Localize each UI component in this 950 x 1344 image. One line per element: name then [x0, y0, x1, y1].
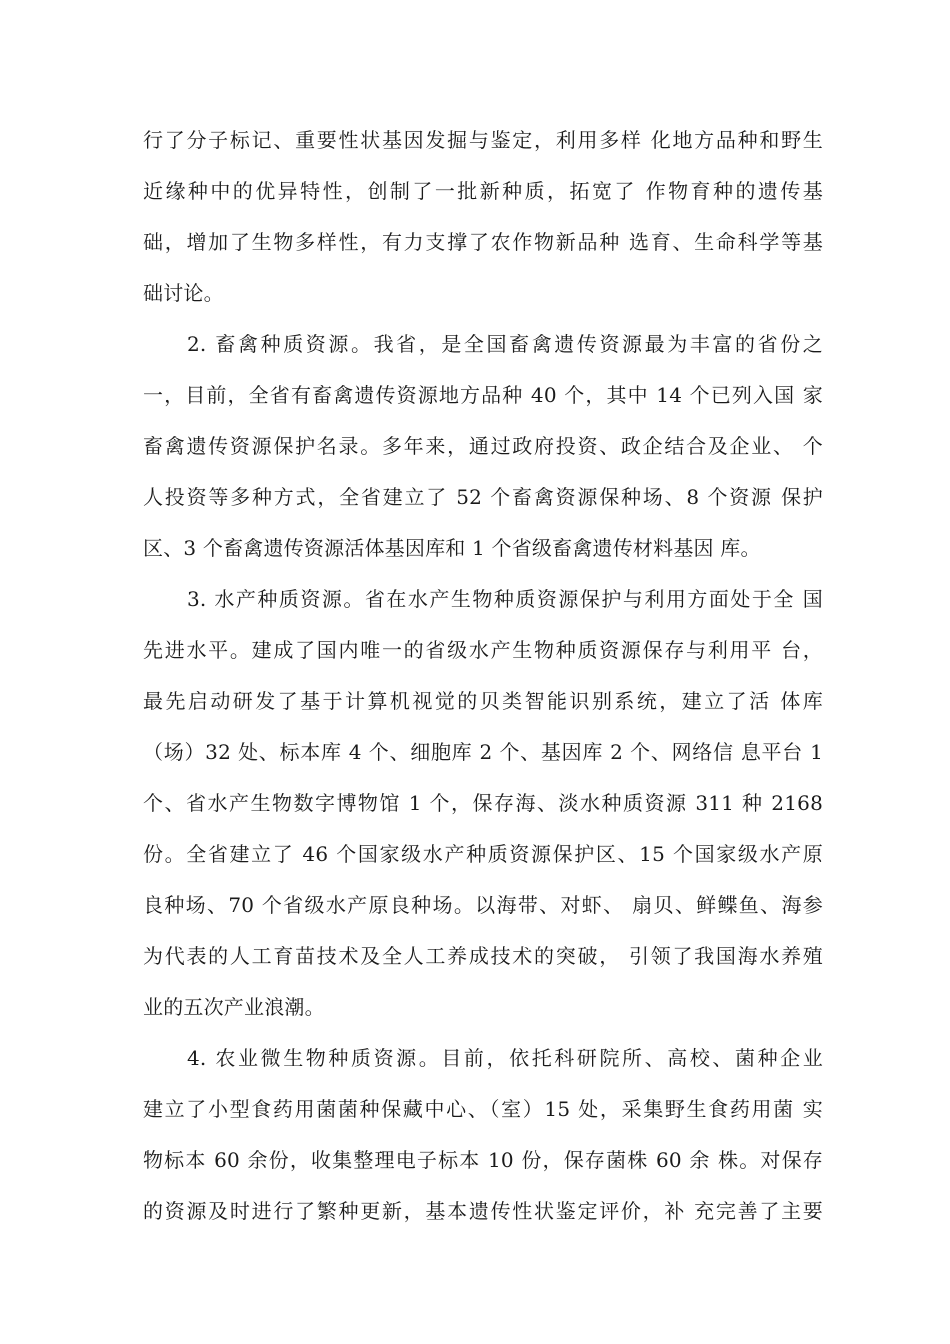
text-line: 础讨论。	[143, 281, 224, 305]
text-line: 行了分子标记、重要性状基因发掘与鉴定，利用多样 化地方品种和野生	[143, 128, 823, 152]
text-line: 畜禽遗传资源保护名录。多年来，通过政府投资、政企结合及企业、 个	[143, 434, 823, 458]
text-line: 近缘种中的优异特性，创制了一批新种质，拓宽了 作物育种的遗传基	[143, 179, 823, 203]
text-line: 的资源及时进行了繁种更新，基本遗传性状鉴定评价，补 充完善了主要	[143, 1199, 823, 1223]
text-line: 个、省水产生物数字博物馆 1 个，保存海、淡水种质资源 311 种 2168	[143, 791, 823, 815]
text-line: （场）32 处、标本库 4 个、细胞库 2 个、基因库 2 个、网络信 息平台 1	[143, 740, 823, 764]
text-line: 良种场、70 个省级水产原良种场。以海带、对虾、 扇贝、鲜鲽鱼、海参	[143, 893, 823, 917]
text-line: 最先启动研发了基于计算机视觉的贝类智能识别系统，建立了活 体库	[143, 689, 823, 713]
text-line: 3. 水产种质资源。省在水产生物种质资源保护与利用方面处于全 国	[187, 587, 823, 611]
text-line: 人投资等多种方式，全省建立了 52 个畜禽资源保种场、8 个资源 保护	[143, 485, 823, 509]
text-line: 先进水平。建成了国内唯一的省级水产生物种质资源保存与利用平 台，	[143, 638, 823, 662]
text-line: 业的五次产业浪潮。	[143, 995, 325, 1019]
text-line: 建立了小型食药用菌菌种保藏中心、（室）15 处，采集野生食药用菌 实	[143, 1097, 823, 1121]
text-line: 份。全省建立了 46 个国家级水产种质资源保护区、15 个国家级水产原	[143, 842, 823, 866]
text-line: 4. 农业微生物种质资源。目前，依托科研院所、高校、菌种企业	[187, 1046, 823, 1070]
text-line: 区、3 个畜禽遗传资源活体基因库和 1 个省级畜禽遗传材料基因 库。	[143, 536, 761, 560]
text-line: 物标本 60 余份，收集整理电子标本 10 份，保存菌株 60 余 株。对保存	[143, 1148, 823, 1172]
text-line: 为代表的人工育苗技术及全人工养成技术的突破， 引领了我国海水养殖	[143, 944, 823, 968]
document-body	[143, 118, 823, 1240]
text-line: 2. 畜禽种质资源。我省，是全国畜禽遗传资源最为丰富的省份之	[187, 332, 823, 356]
text-line: 一，目前，全省有畜禽遗传资源地方品种 40 个，其中 14 个已列入国 家	[143, 383, 823, 407]
text-line: 础，增加了生物多样性，有力支撑了农作物新品种 选育、生命科学等基	[143, 230, 823, 254]
